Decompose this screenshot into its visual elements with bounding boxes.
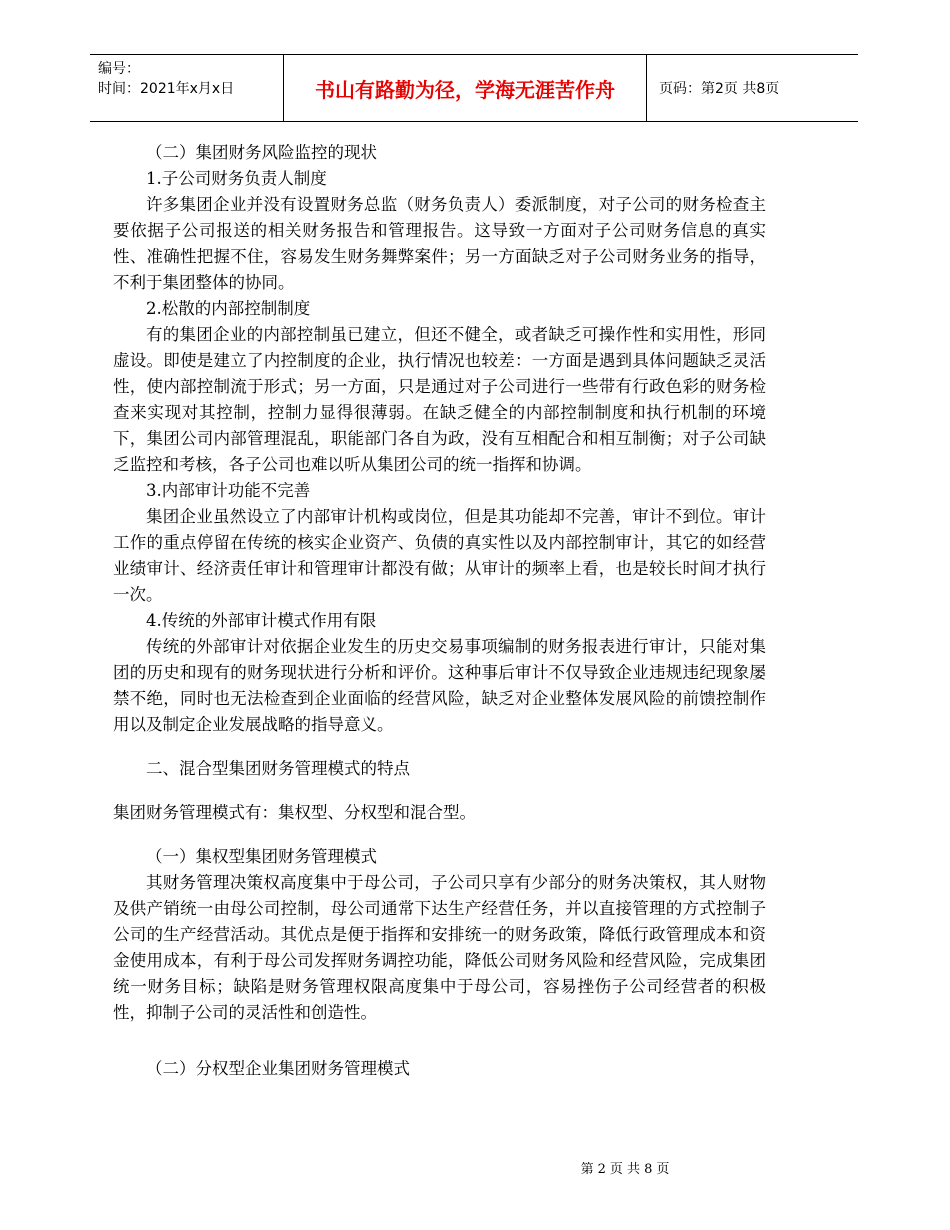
subsection-title-1: 1.子公司财务负责人制度 bbox=[146, 169, 327, 188]
header-page-info: 页码：第2页 共8页 bbox=[659, 81, 780, 97]
document-body bbox=[113, 140, 766, 1082]
paragraph-4: 传统的外部审计对依据企业发生的历史交易事项编制的财务报表进行审计，只能对集团的历史和现有的财务现状进行分析和评价。这种事后审计不仅导致企业违规违纪现象屡禁不绝，同时也无法检查到企业面临的经营风险，缺乏对企业整体发展风险的前馈控制作用以及制定企业发展战略的指导意义。 bbox=[113, 637, 766, 734]
paragraph-3: 集团企业虽然设立了内部审计机构或岗位，但是其功能却不完善，审计不到位。审计工作的重点停留在传统的核实企业资产、负债的真实性以及内部控制审计，其它的如经营业绩审计、经济责任审计和管理审计都没有做；从审计的频率上看，也是较长时间才执行一次。 bbox=[113, 507, 766, 604]
paragraph-1: 许多集团企业并没有设置财务总监（财务负责人）委派制度，对子公司的财务检查主要依据子公司报送的相关财务报告和管理报告。这导致一方面对子公司财务信息的真实性、准确性把握不住，容易发生财务舞弊案件；另一方面缺乏对子公司财务业务的指导，不利于集团整体的协同。 bbox=[113, 195, 766, 292]
subsection-title-2: 2.松散的内部控制制度 bbox=[146, 299, 311, 318]
model-title-2: （二）分权型企业集团财务管理模式 bbox=[146, 1059, 410, 1078]
footer-mid: 页 共 bbox=[609, 1162, 641, 1177]
footer-prefix: 第 bbox=[580, 1162, 594, 1177]
page-footer bbox=[0, 1158, 950, 1177]
header-motto: 书山有路勤为径，学海无涯苦作舟 bbox=[283, 55, 647, 121]
footer-suffix: 页 bbox=[656, 1162, 670, 1177]
subsection-title-3: 3.内部审计功能不完善 bbox=[146, 481, 311, 500]
section-intro: 集团财务管理模式有：集权型、分权型和混合型。 bbox=[113, 803, 476, 822]
footer-total-pages: 8 bbox=[644, 1162, 653, 1177]
header-time-label: 时间：2021年x月x日 bbox=[98, 81, 235, 97]
paragraph-2: 有的集团企业的内部控制虽已建立，但还不健全，或者缺乏可操作性和实用性，形同虚设。即使是建立了内控制度的企业，执行情况也较差：一方面是遇到具体问题缺乏灵活性，使内部控制流于形式；另一方面，只是通过对子公司进行一些带有行政色彩的财务检查来实现对其控制，控制力显得很薄弱。在缺乏健全的内部控制制度和执行机制的环境下，集团公司内部管理混乱，职能部门各自为政，没有互相配合和相互制衡；对子公司缺乏监控和考核，各子公司也难以听从集团公司的统一指挥和协调。 bbox=[113, 325, 766, 474]
page-header bbox=[90, 54, 858, 122]
section-heading-status: （二）集团财务风险监控的现状 bbox=[146, 143, 377, 162]
section-heading-2: 二、混合型集团财务管理模式的特点 bbox=[146, 759, 410, 778]
model-title-1: （一）集权型集团财务管理模式 bbox=[146, 847, 377, 866]
paragraph-model-1: 其财务管理决策权高度集中于母公司，子公司只享有少部分的财务决策权，其人财物及供产销统一由母公司控制，母公司通常下达生产经营任务，并以直接管理的方式控制子公司的生产经营活动。其优点是便于指挥和安排统一的财务政策，降低行政管理成本和资金使用成本，有利于母公司发挥财务调控功能，降低公司财务风险和经营风险，完成集团统一财务目标；缺陷是财务管理权限高度集中于母公司，容易挫伤子公司经营者的积极性，抑制子公司的灵活性和创造性。 bbox=[113, 873, 766, 1022]
header-number-label: 编号： bbox=[98, 61, 140, 77]
subsection-title-4: 4.传统的外部审计模式作用有限 bbox=[146, 611, 377, 630]
header-meta bbox=[90, 55, 283, 121]
footer-page-number: 2 bbox=[597, 1162, 606, 1177]
